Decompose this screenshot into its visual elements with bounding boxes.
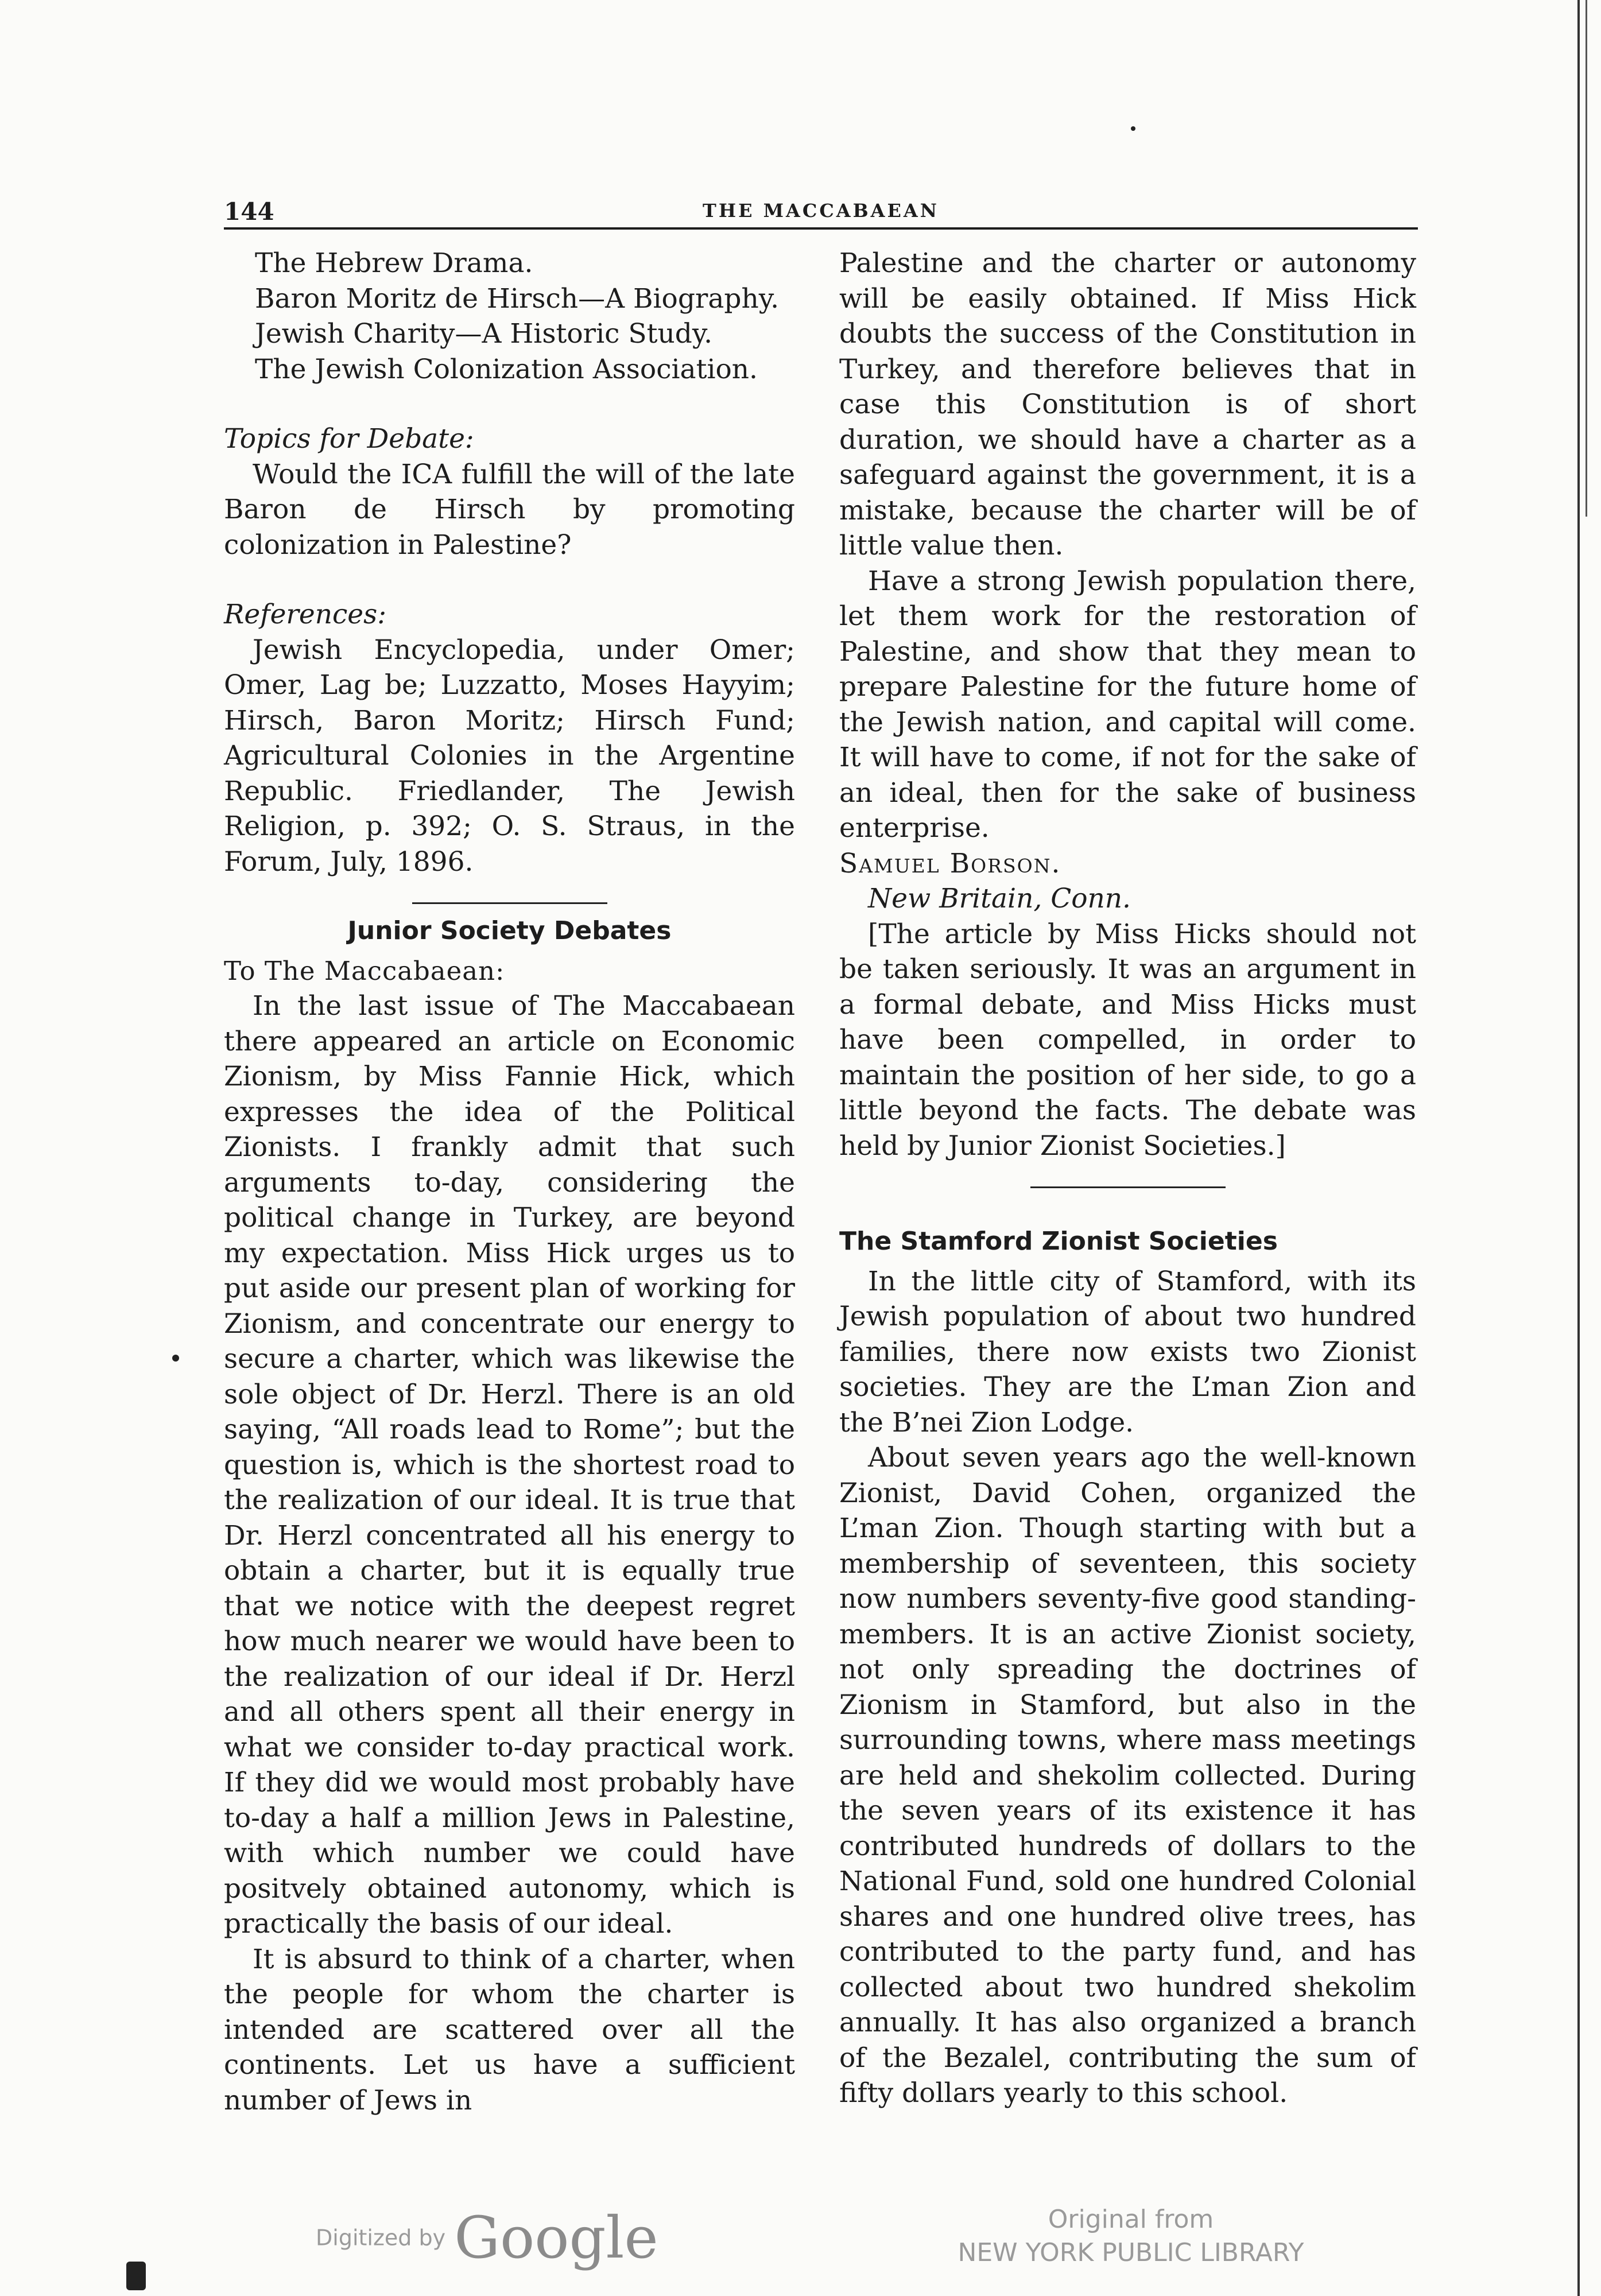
article-paragraph: In the last issue of The Maccabaean there appeared an article on Economic Zionism, by Miss Fannie Hick, which expresses the idea of the Political Zionists. I frankly admit that such arguments to-day, considering the political change in Turkey, are beyond my expectation. Miss Hick urges us to put aside our present plan of working for Zionism, and concentrate our energy to secure a charter, which was likewise the sole object of Dr. Herzl. There is an old saying, “All roads lead to Rome”; but the question is, which is the shortest road to the realization of our ideal. It is true that Dr. Herzl concentrated all his energy to obtain a charter, but it is equally true that we notice with the deepest regret how much nearer we would have been to the realization of our ideal if Dr. Herzl and all others spent all their energy in what we consider to-day practical work. If they did we would most probably have to-day a half a million Jews in Palestine, with which number we could have positvely obtained autonomy, which is practically the basis of our ideal. bbox=[224, 990, 795, 1940]
running-title: THE MACCABAEAN bbox=[703, 200, 939, 222]
section-title-stamford-zionist-societies: The Stamford Zionist Societies bbox=[839, 1227, 1278, 1256]
scan-speck bbox=[172, 1355, 179, 1362]
topics-text: Would the ICA fulfill the will of the late Baron de Hirsch by promoting colonization in Palestine? bbox=[224, 458, 795, 561]
section-title-junior-society-debates: Junior Society Debates bbox=[347, 916, 672, 945]
header-rule bbox=[224, 227, 1418, 230]
right-column bbox=[839, 246, 1416, 2111]
scan-speck bbox=[126, 2262, 146, 2290]
scan-edge-line bbox=[1586, 0, 1587, 517]
spacer bbox=[839, 1197, 1416, 1220]
spacer bbox=[224, 387, 795, 421]
list-item: The Hebrew Drama. bbox=[255, 247, 533, 279]
topics-heading: Topics for Debate: bbox=[224, 423, 474, 455]
running-header bbox=[224, 195, 1418, 227]
references-heading: References: bbox=[224, 599, 387, 630]
list-item: Jewish Charity—A Historic Study. bbox=[255, 318, 713, 350]
source-watermark bbox=[947, 2203, 1315, 2270]
article-paragraph: In the little city of Stamford, with its Jewish population of about two hundred families, there now exists two Zionist societies. They are the L’man Zion and the B’nei Zion Lodge. bbox=[839, 1265, 1416, 1438]
google-logo: Google bbox=[454, 2204, 658, 2271]
spacer bbox=[224, 563, 795, 597]
scan-speck bbox=[1131, 126, 1135, 131]
digitized-watermark bbox=[316, 2204, 658, 2271]
library-name: NEW YORK PUBLIC LIBRARY bbox=[958, 2238, 1304, 2267]
article-paragraph: Have a strong Jewish population there, let them work for the restoration of Palestine, and show that they mean to prepare Palestine for the future home of the Jewish nation, and capital will come. It will have to come, if not for the sake of an ideal, then for the sake of business enterprise. bbox=[839, 565, 1416, 844]
article-paragraph: About seven years ago the well-known Zionist, David Cohen, organized the L’man Zion. Though starting with but a membership of seventeen, this society now numbers seventy-five good standing-members. It is an active Zionist society, not only spreading the doctrines of Zionism in Stamford, but also in the surrounding towns, where mass meetings are held and shekolim collected. During the seven years of its existence it has contributed hundreds of dollars to the National Fund, sold one hundred Colonial shares and one hundred olive trees, has contributed to the party fund, and has collected about two hundred shekolim annually. It has also organized a branch of the Bezalel, contributing the sum of fifty dollars yearly to this school. bbox=[839, 1442, 1416, 2109]
original-from-text: Original from bbox=[1048, 2205, 1214, 2234]
author-signature: Samuel Borson. bbox=[839, 847, 1061, 879]
list-item: The Jewish Colonization Association. bbox=[255, 353, 758, 385]
left-column bbox=[224, 246, 795, 2118]
references-text: Jewish Encyclopedia, under Omer; Omer, Lag be; Luzzatto, Moses Hayyim; Hirsch, Baron Moritz; Hirsch Fund; Agricultural Colonies in the Argentine Republic. Friedlander, The Jewish Religion, p. 392; O. S. Straus, in the Forum, July, 1896. bbox=[224, 634, 795, 878]
page-number: 144 bbox=[224, 197, 274, 226]
salutation: To The Maccabaean: bbox=[224, 955, 505, 986]
article-paragraph: It is absurd to think of a charter, when the people for whom the charter is intended are scattered over all the continents. Let us have a sufficient number of Jews in bbox=[224, 1943, 795, 2116]
scan-edge-line bbox=[1577, 0, 1580, 2296]
editor-note: [The article by Miss Hicks should not be taken seriously. It was an argument in a formal debate, and Miss Hicks must have been compelled, in order to maintain the position of her side, to go a little beyond the facts. The debate was held by Junior Zionist Societies.] bbox=[839, 918, 1416, 1162]
article-paragraph-continued: Palestine and the charter or autonomy will be easily obtained. If Miss Hick doubts the success of the Constitution in Turkey, and therefore believes that in case this Constitution is of short duration, we should have a charter as a safeguard against the government, it is a mistake, because the charter will be of little value then. bbox=[839, 247, 1416, 561]
digitized-by-text: Digitized by bbox=[316, 2225, 446, 2251]
author-location: New Britain, Conn. bbox=[868, 883, 1131, 914]
list-item: Baron Moritz de Hirsch—A Biography. bbox=[255, 282, 780, 315]
section-divider bbox=[412, 902, 607, 904]
section-divider bbox=[1030, 1186, 1226, 1188]
